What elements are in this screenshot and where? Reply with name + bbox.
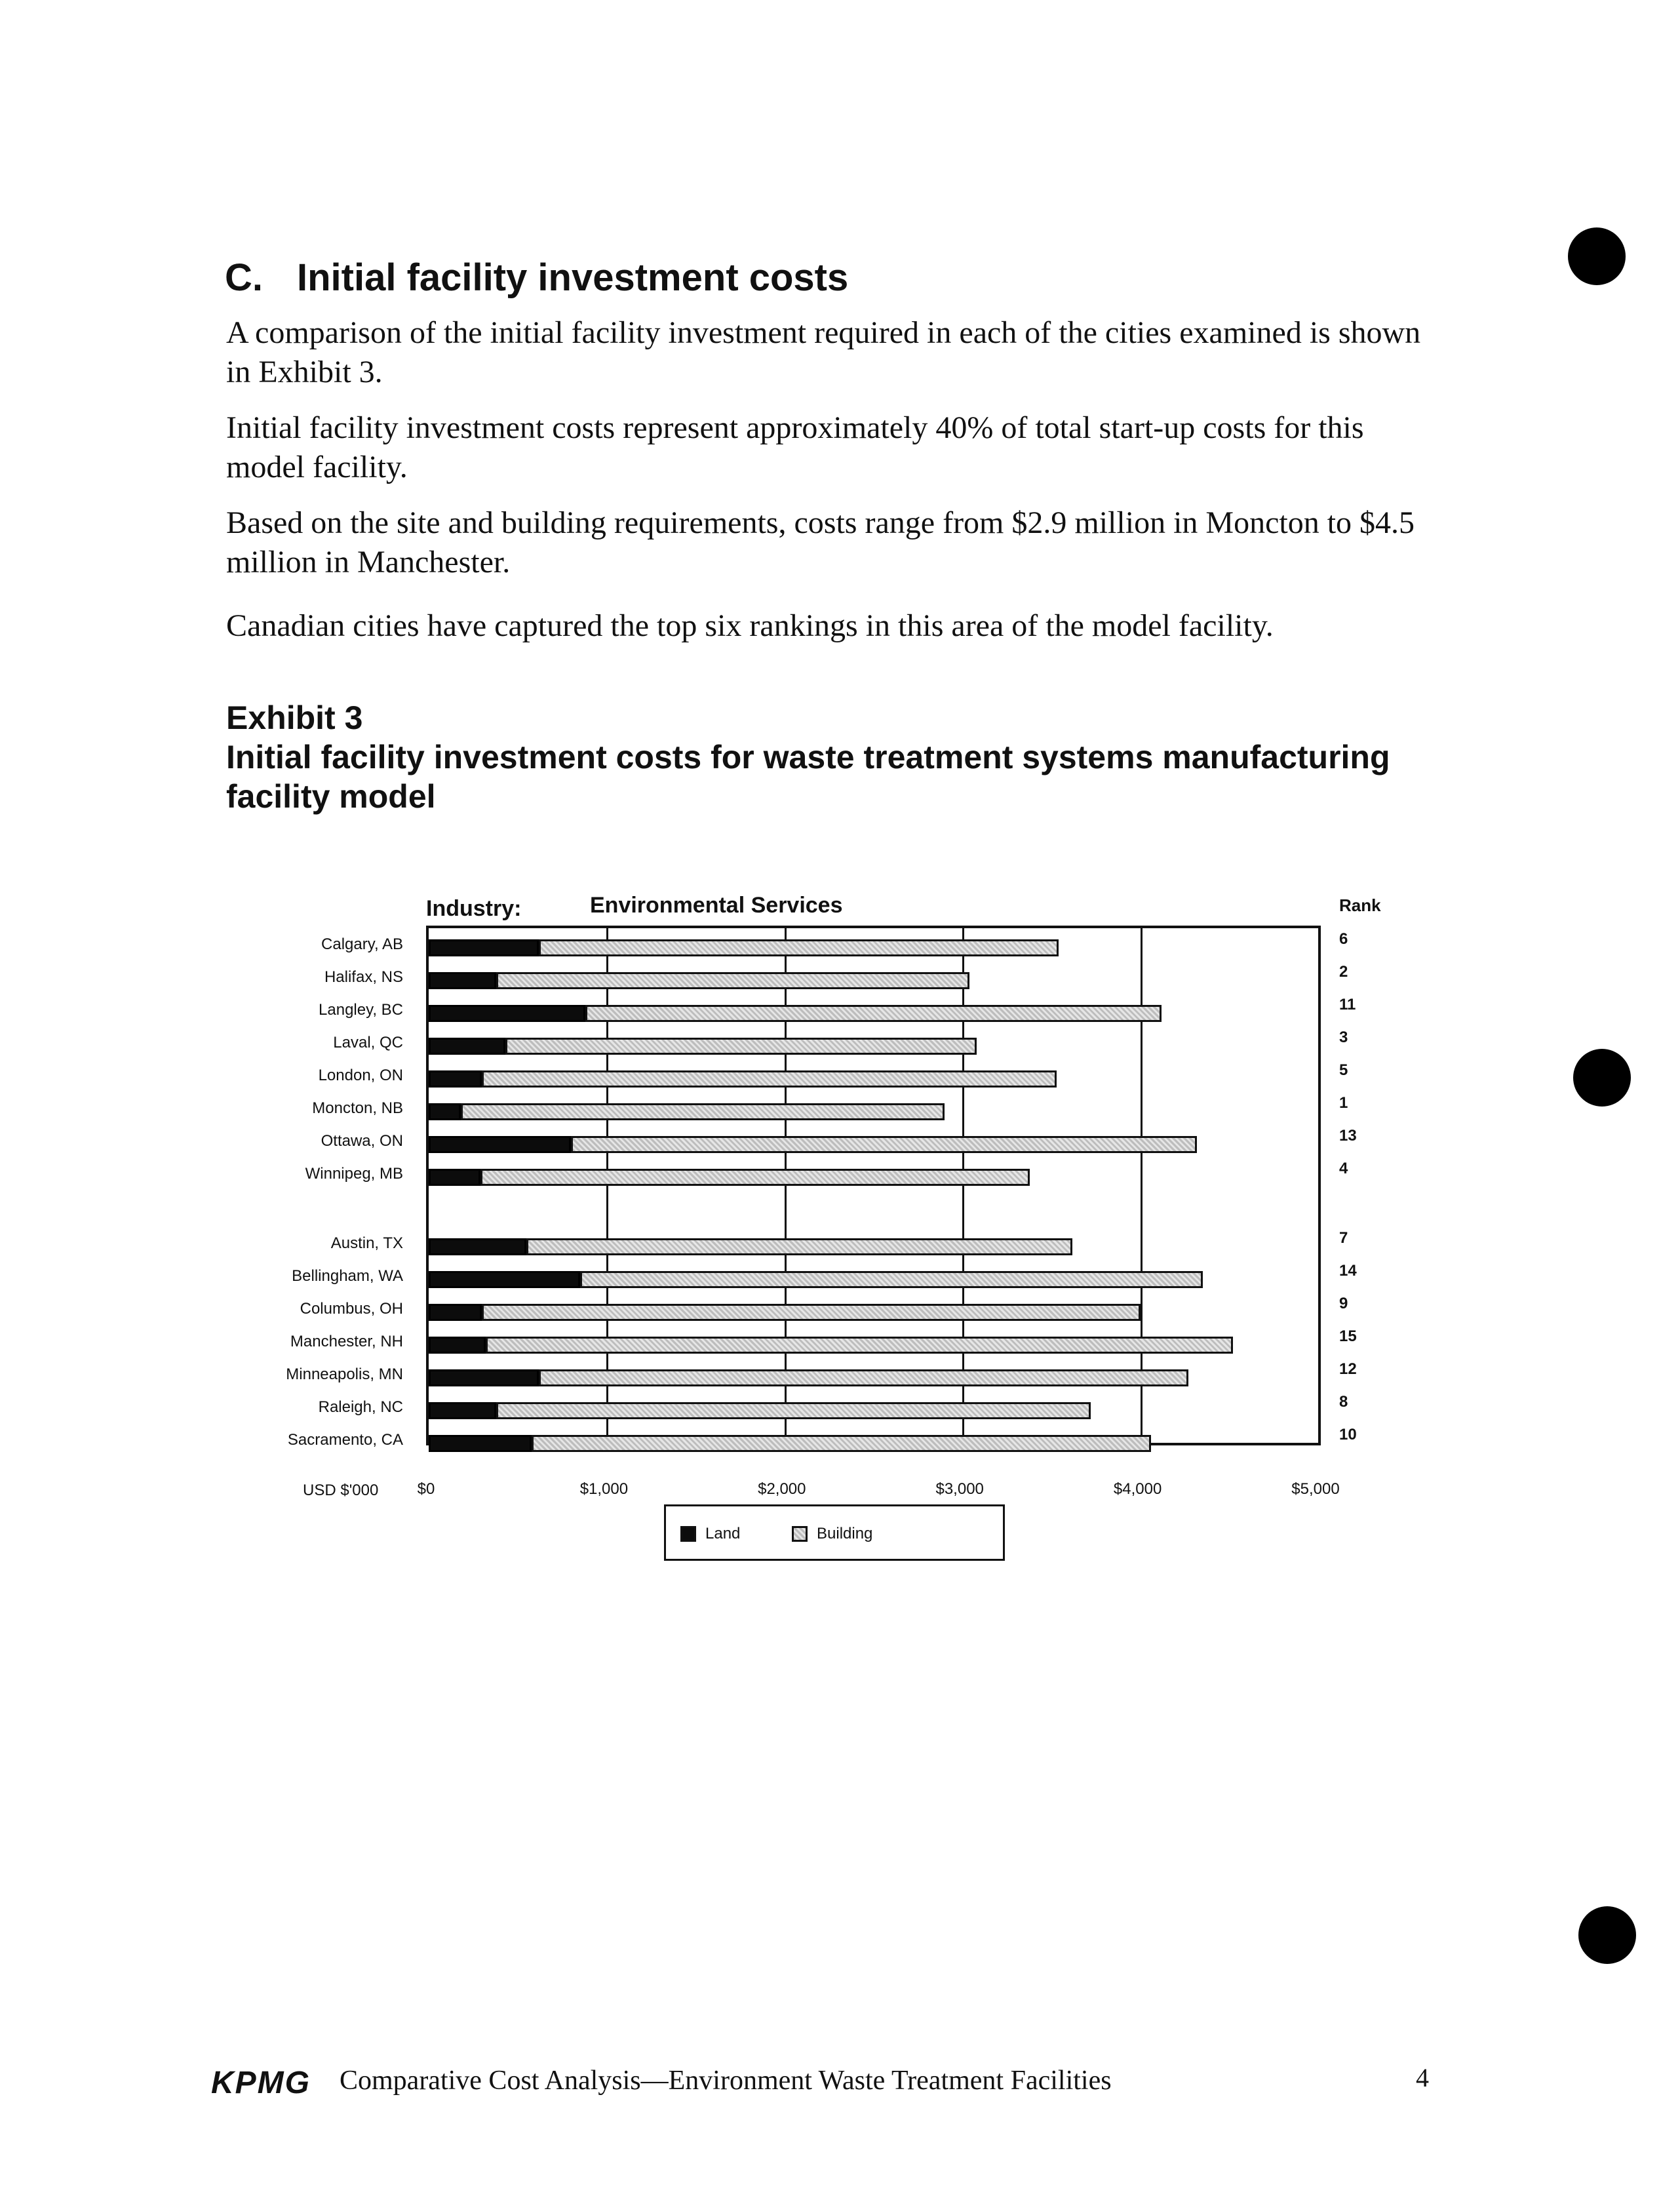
bar-building <box>482 1304 1140 1321</box>
x-tick-label: $4,000 <box>1113 1480 1162 1498</box>
bar-land <box>429 1402 496 1419</box>
bar-building <box>496 972 969 989</box>
bar-land <box>429 1271 580 1288</box>
city-label: Columbus, OH <box>300 1300 403 1318</box>
bar-building <box>571 1136 1197 1153</box>
section-title: Initial facility investment costs <box>297 256 849 299</box>
city-label: Laval, QC <box>333 1034 403 1051</box>
bar-land <box>429 972 496 989</box>
city-label: Calgary, AB <box>321 935 403 953</box>
paragraph-1: A comparison of the initial facility investment required in each of the cities examined is shown in Exhibit 3. <box>226 315 1421 389</box>
rank-value: 10 <box>1339 1426 1357 1443</box>
paragraph-4: Canadian cities have captured the top six rankings in this area of the model facility. <box>226 608 1274 643</box>
bar-building <box>496 1402 1090 1419</box>
city-label: Raleigh, NC <box>318 1398 403 1416</box>
city-label: Minneapolis, MN <box>286 1365 403 1383</box>
exhibit-title: Initial facility investment costs for waste treatment systems manufacturing facility model <box>226 739 1390 815</box>
section-letter: C. <box>225 256 263 299</box>
city-label: Langley, BC <box>319 1001 403 1019</box>
bar-land <box>429 1435 532 1452</box>
bar-building <box>539 1369 1188 1386</box>
rank-value: 4 <box>1339 1160 1348 1177</box>
bar-land <box>429 1169 480 1186</box>
rank-value: 13 <box>1339 1127 1357 1145</box>
rank-value: 9 <box>1339 1295 1348 1312</box>
paragraph-2: Initial facility investment costs represent approximately 40% of total start-up costs for this model facility. <box>226 410 1364 484</box>
city-label: Sacramento, CA <box>287 1431 403 1449</box>
city-label: Moncton, NB <box>312 1099 403 1117</box>
industry-value: Environmental Services <box>590 893 843 918</box>
rank-value: 15 <box>1339 1327 1357 1345</box>
industry-label: Industry: <box>426 896 522 921</box>
rank-value: 7 <box>1339 1229 1348 1247</box>
paragraph-3: Based on the site and building requirements, costs range from $2.9 million in Moncton to $4.5 million in Manchester. <box>226 505 1415 579</box>
rank-value: 5 <box>1339 1061 1348 1079</box>
bar-land <box>429 1103 461 1120</box>
bar-land <box>429 1337 486 1354</box>
legend-swatch-land <box>680 1526 696 1542</box>
city-label: London, ON <box>318 1067 403 1084</box>
x-tick-label: $2,000 <box>758 1480 806 1498</box>
rank-value: 12 <box>1339 1360 1357 1378</box>
city-label: Bellingham, WA <box>292 1267 403 1285</box>
bar-land <box>429 1304 482 1321</box>
bar-building <box>482 1070 1057 1088</box>
binder-hole-top <box>1568 227 1626 285</box>
rank-value: 14 <box>1339 1262 1357 1280</box>
legend-item-land <box>680 1525 740 1543</box>
rank-value: 2 <box>1339 963 1348 981</box>
x-tick-label: $1,000 <box>579 1480 629 1498</box>
bar-building <box>580 1271 1203 1288</box>
legend-item-building <box>792 1525 872 1543</box>
bar-building <box>486 1337 1233 1354</box>
binder-hole-bottom <box>1578 1906 1636 1964</box>
x-tick-label: $5,000 <box>1291 1480 1340 1498</box>
city-label: Manchester, NH <box>290 1333 403 1350</box>
bar-land <box>429 1369 539 1386</box>
rank-value: 1 <box>1339 1094 1348 1112</box>
bar-land <box>429 1005 585 1022</box>
bar-building <box>585 1005 1162 1022</box>
section-heading <box>225 256 848 300</box>
plot-area <box>426 926 1321 1445</box>
city-label: Ottawa, ON <box>321 1132 403 1150</box>
legend-swatch-building <box>792 1526 808 1542</box>
bar-land <box>429 1136 571 1153</box>
rank-value: 8 <box>1339 1393 1348 1411</box>
kpmg-logo: KPMG <box>211 2066 311 2100</box>
legend-label-land: Land <box>705 1525 741 1542</box>
bar-building <box>539 939 1058 956</box>
x-tick-label: $0 <box>417 1480 435 1498</box>
bar-land <box>429 1038 505 1055</box>
city-label: Austin, TX <box>330 1234 403 1252</box>
legend-label-building: Building <box>817 1525 873 1542</box>
rank-value: 3 <box>1339 1029 1348 1046</box>
bar-land <box>429 1238 526 1255</box>
footer-title: Comparative Cost Analysis—Environment Waste Treatment Facilities <box>340 2066 1112 2096</box>
bar-building <box>532 1435 1150 1452</box>
chart-legend <box>664 1504 1005 1561</box>
city-label: Winnipeg, MB <box>305 1165 403 1183</box>
rank-value: 6 <box>1339 930 1348 948</box>
page-number: 4 <box>1416 2063 1429 2092</box>
binder-hole-middle <box>1573 1049 1631 1107</box>
unit-label: USD $'000 <box>303 1481 379 1499</box>
rank-header: Rank <box>1339 895 1381 915</box>
rank-value: 11 <box>1339 996 1356 1013</box>
bar-building <box>505 1038 977 1055</box>
bar-land <box>429 1070 482 1088</box>
bar-building <box>526 1238 1072 1255</box>
x-tick-label: $3,000 <box>935 1480 984 1498</box>
city-label: Halifax, NS <box>324 968 403 986</box>
exhibit-heading <box>226 698 1472 816</box>
bar-building <box>480 1169 1030 1186</box>
exhibit-label: Exhibit 3 <box>226 699 363 736</box>
bar-land <box>429 939 539 956</box>
bar-building <box>461 1103 945 1120</box>
